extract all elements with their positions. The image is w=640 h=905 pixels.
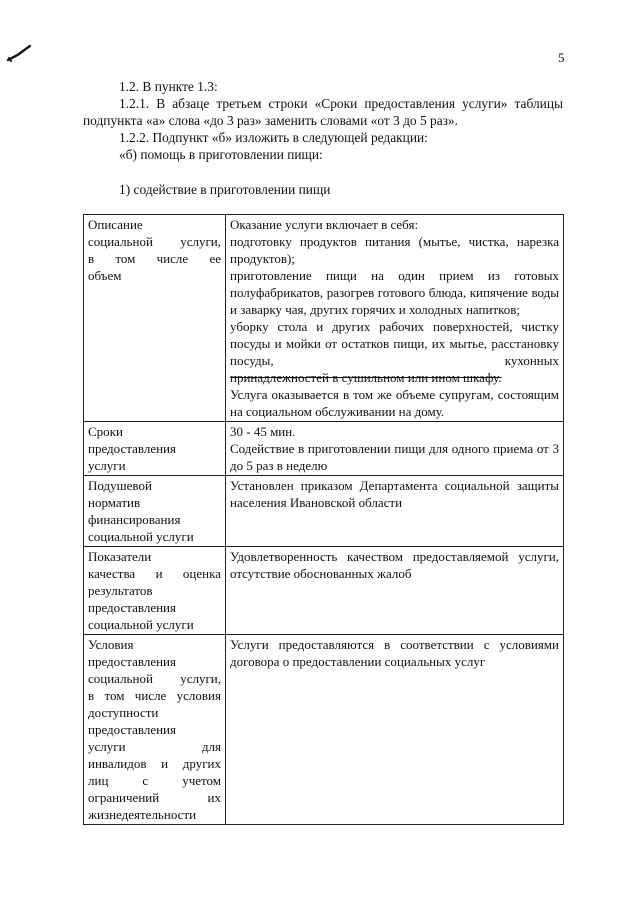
row-value: [226, 476, 564, 547]
row-label: [84, 635, 226, 825]
row-label-line: лиц с учетом: [88, 773, 221, 788]
paragraph-3: 1.2.2. Подпункт «б» изложить в следующей редакции:: [119, 130, 428, 145]
row-label-line: Условия: [88, 637, 134, 652]
row-value-part: подготовку продуктов питания (мытье, чистка, нарезка продуктов);: [230, 234, 559, 266]
row-value: [226, 422, 564, 476]
paragraph-1: 1.2. В пункте 1.3:: [119, 79, 218, 94]
row-label-line: ограничений их: [88, 790, 221, 805]
row-value-part: уборку стола и других рабочих поверхностей, чистку посуды и мойки от остатков пищи, их мытье, расстановку посуды, кухонных: [230, 319, 559, 368]
row-label-line: Описание: [88, 217, 143, 232]
row-value-part: принадлежностей в сушильном или ином шкафу.: [230, 370, 502, 385]
row-label-line: социальной услуги: [88, 529, 194, 544]
amendment-text: [83, 78, 563, 163]
row-label-line: Показатели: [88, 549, 152, 564]
row-value-part: Услуга оказывается в том же объеме супругам, состоящим на социальном обслуживании на дому.: [230, 387, 559, 419]
table-row: [84, 476, 564, 547]
row-label-line: предоставления: [88, 654, 176, 669]
table-row: [84, 422, 564, 476]
row-value-part: Содействие в приготовлении пищи для одного приема от 3 до 5 раз в неделю: [230, 441, 559, 473]
row-value-part: 30 - 45 мин.: [230, 424, 296, 439]
row-label-line: результатов: [88, 583, 153, 598]
page-number: 5: [558, 50, 565, 65]
row-value-part: Установлен приказом Департамента социальной защиты населения Ивановской области: [230, 478, 559, 510]
table-row: [84, 547, 564, 635]
row-label-line: социальной услуги,: [88, 671, 221, 686]
row-label-line: предоставления: [88, 600, 176, 615]
row-label-line: услуги для: [88, 739, 221, 754]
row-label-line: качества и оценка: [88, 566, 221, 581]
row-label-line: жизнедеятельности: [88, 807, 197, 822]
row-label-line: Подушевой: [88, 478, 152, 493]
row-label-line: норматив: [88, 495, 141, 510]
row-value: [226, 215, 564, 422]
row-value-part: Услуги предоставляются в соответствии с условиями договора о предоставлении социальных услуг: [230, 637, 559, 669]
row-label-line: финансирования: [88, 512, 181, 527]
table-row: [84, 635, 564, 825]
section-subtitle: 1) содействие в приготовлении пищи: [119, 182, 331, 197]
row-label-line: Сроки: [88, 424, 123, 439]
row-label: [84, 547, 226, 635]
handwritten-mark: [6, 44, 32, 64]
paragraph-2: 1.2.1. В абзаце третьем строки «Сроки предоставления услуги» таблицы подпункта «а» слова «до 3 раз» заменить словами «от 3 до 5 раз».: [83, 96, 563, 128]
row-label: [84, 215, 226, 422]
row-value: [226, 547, 564, 635]
row-label-line: предоставления: [88, 441, 176, 456]
row-label-line: инвалидов и других: [88, 756, 221, 771]
row-label-line: социальной услуги,: [88, 234, 221, 249]
row-value: [226, 635, 564, 825]
row-label-line: в том числе ее: [88, 251, 221, 266]
row-value-part: приготовление пищи на один прием из готовых полуфабрикатов, разогрев готового блюда, кипячение воды и заварку чая, других горячих и холодных напитков;: [230, 268, 559, 317]
table-row: [84, 215, 564, 422]
row-label-line: в том числе условия: [88, 688, 221, 703]
service-table: [83, 214, 564, 825]
row-label-line: доступности: [88, 705, 159, 720]
row-label-line: объем: [88, 268, 122, 283]
row-value-part: Удовлетворенность качеством предоставляемой услуги, отсутствие обоснованных жалоб: [230, 549, 559, 581]
row-label-line: социальной услуги: [88, 617, 194, 632]
paragraph-4: «б) помощь в приготовлении пищи:: [119, 147, 323, 162]
row-label: [84, 422, 226, 476]
row-value-part: Оказание услуги включает в себя:: [230, 217, 419, 232]
row-label-line: услуги: [88, 458, 126, 473]
row-label: [84, 476, 226, 547]
row-label-line: предоставления: [88, 722, 176, 737]
